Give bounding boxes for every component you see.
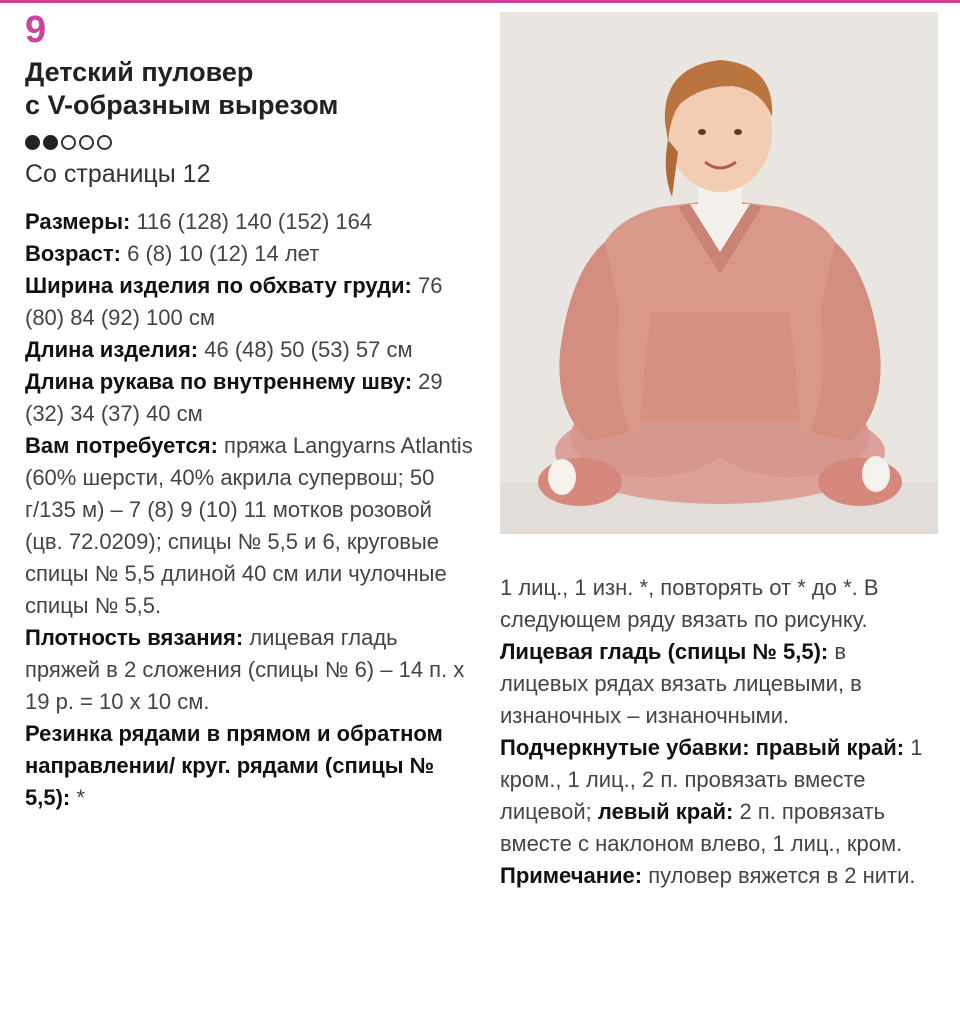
spec-age [25,238,475,270]
difficulty-rating [25,132,475,152]
stockinette-text: в лицевых рядах вязать лицевыми, в изнаночных – изнаночными. [500,639,862,728]
pattern-number: 9 [25,9,47,51]
child-sweater-illustration [500,12,938,534]
spec-value: 76 (80) 84 (92) 100 см [25,273,443,330]
spec-value: лицевая гладь пряжей в 2 сложения (спицы № 6) – 14 п. х 19 р. = 10 х 10 см. [25,625,465,714]
spec-label: Ширина изделия по обхвату груди: [25,273,412,298]
spec-label: Длина изделия: [25,337,199,362]
note-paragraph [500,860,940,892]
spec-label: Плотность вязания: [25,625,244,650]
spec-gauge [25,622,475,718]
pattern-description [25,8,475,814]
spec-value: 46 (48) 50 (53) 57 см [198,337,413,362]
decreases-paragraph [500,732,940,860]
title-line-2: с V-образным вырезом [25,90,339,120]
difficulty-dot-empty [97,135,112,150]
stockinette-paragraph [500,636,940,732]
spec-value: * [70,785,85,810]
decreases-left-label: левый край: [591,799,734,824]
decreases-left-text: 2 п. провязать вместе с наклоном влево, 1 лиц., кром. [500,799,903,856]
product-photo [500,12,938,534]
rib-continuation-text: 1 лиц., 1 изн. *, повторять от * до *. В следующем ряду вязать по рисунку. [500,575,879,632]
spec-sizes [25,206,475,238]
difficulty-dot-empty [61,135,76,150]
spec-value: пряжа Langyarns Atlantis (60% шерсти, 40% акрила супервош; 50 г/135 м) – 7 (8) 9 (10) 11 мотков розовой (цв. 72.0209); спицы № 5,5 и 6, круговые спицы № 5,5 длиной 40 см или чулочные спицы № 5,5. [25,433,473,618]
spec-sleeve-length [25,366,475,430]
spec-value: 116 (128) 140 (152) 164 [130,209,373,234]
decreases-label: Подчеркнутые убавки: правый край: [500,735,905,760]
spec-label: Размеры: [25,209,131,234]
stockinette-label: Лицевая гладь (спицы № 5,5): [500,639,829,664]
spec-label: Резинка рядами в прямом и обратном направлении/ круг. рядами (спицы № 5,5): [25,721,443,810]
difficulty-dot-filled [25,135,40,150]
spec-chest-width [25,270,475,334]
top-accent-line [0,0,960,3]
spec-label: Возраст: [25,241,121,266]
spec-length [25,334,475,366]
spec-label: Вам потребуется: [25,433,218,458]
decreases-right-text: 1 кром., 1 лиц., 2 п. провязать вместе лицевой; [500,735,923,824]
note-label: Примечание: [500,863,643,888]
spec-value: 6 (8) 10 (12) 14 лет [120,241,320,266]
pattern-title [25,56,475,122]
spec-label: Длина рукава по внутреннему шву: [25,369,413,394]
pattern-continuation [500,572,940,892]
spec-value: 29 (32) 34 (37) 40 см [25,369,443,426]
difficulty-dot-filled [43,135,58,150]
note-text: пуловер вяжется в 2 нити. [642,863,916,888]
from-page: Со страницы 12 [25,160,211,188]
spec-rib [25,718,475,814]
title-line-1: Детский пуловер [25,57,254,87]
difficulty-dot-empty [79,135,94,150]
spec-materials [25,430,475,622]
